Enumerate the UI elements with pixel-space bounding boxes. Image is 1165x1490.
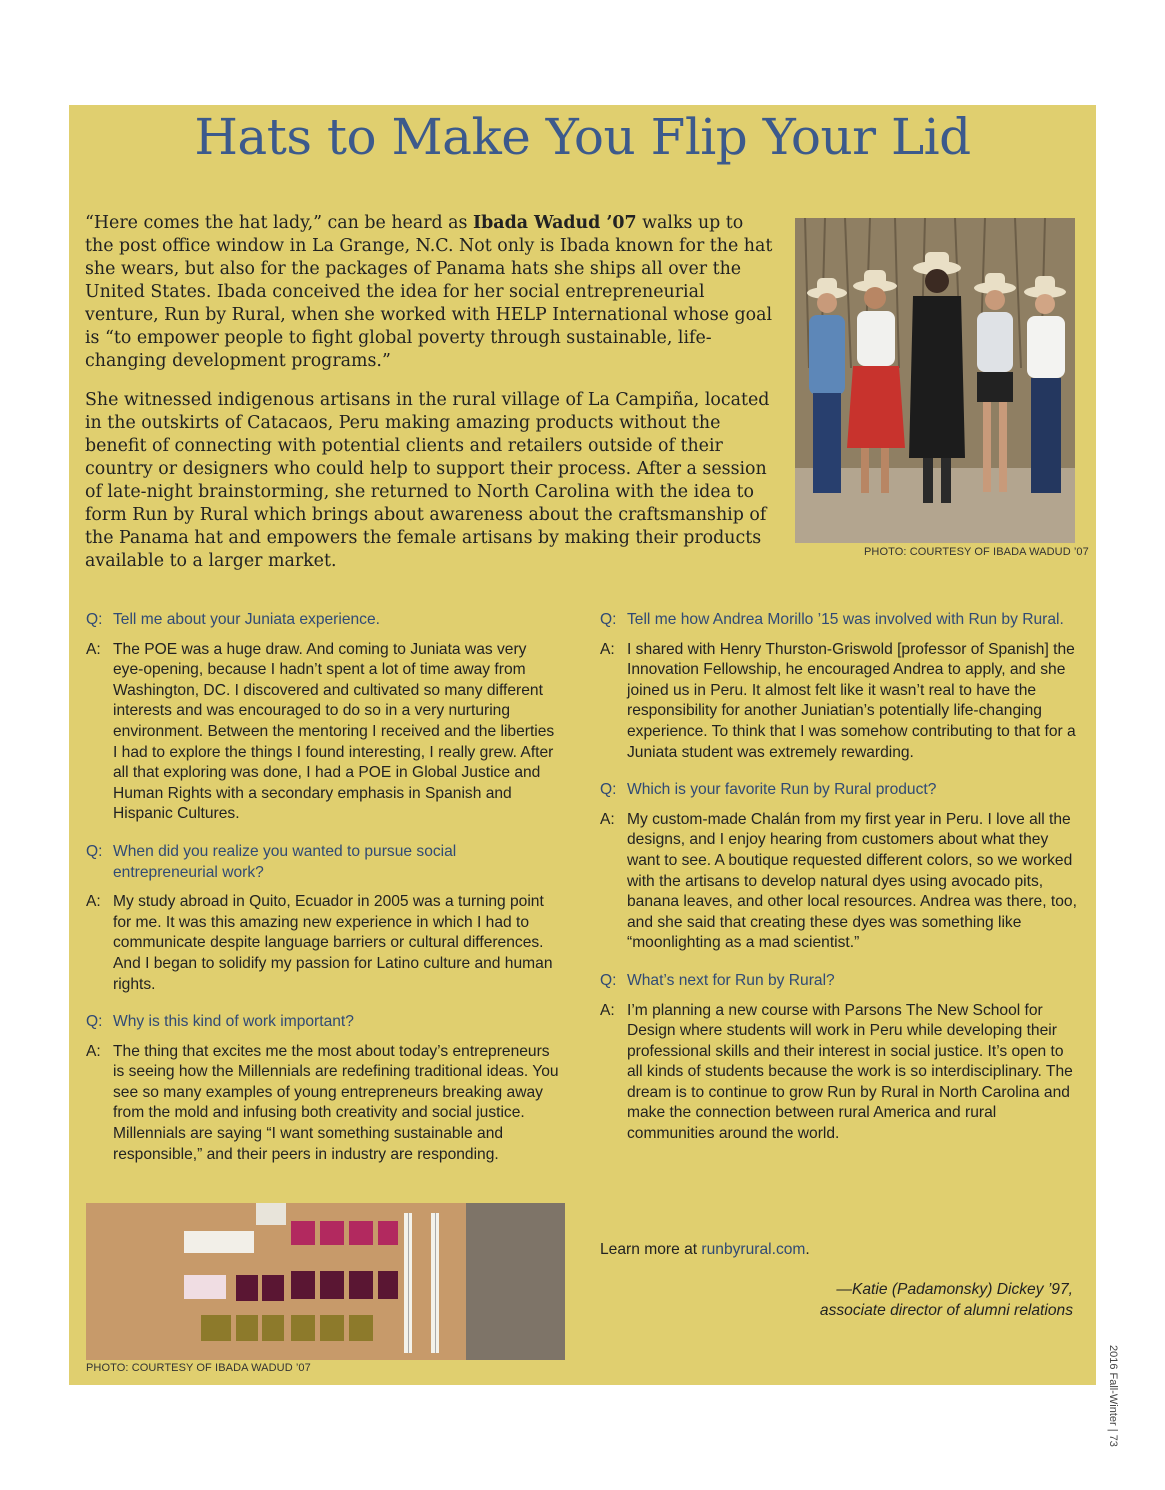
answer-text: I shared with Henry Thurston-Griswold [professor of Spanish] the Innovation Fellowship, he encouraged Andrea to apply, and she joined us in Peru. It almost felt like it wasn’t real to have the responsibility for another Juniatian’s potentially life-changing experience. To think that I was somehow contributing to that for a Juniata student was extremely rewarding. — [627, 640, 1076, 761]
question — [86, 610, 561, 631]
q-label: Q: — [600, 611, 617, 628]
answer-text: My study abroad in Quito, Ecuador in 2005 was a turning point for me. It was this amazing new experience in which I had to communicate despite language barriers or cultural differences. And I began to solidify my passion for Latino culture and human rights. — [113, 893, 553, 993]
question-text: Tell me about your Juniata experience. — [113, 611, 380, 628]
answer — [600, 1001, 1078, 1145]
a-label: A: — [600, 810, 615, 828]
q-label: Q: — [86, 611, 103, 628]
answer-text: The thing that excites me the most about today’s entrepreneurs is seeing how the Millennials are redefining traditional ideas. You see so many examples of young entrepreneurs breaking away from the mold and infusing both creativity and social justice. Millennials are saying “I want something sustainable and responsible,” and their peers in industry are responding. — [113, 1042, 559, 1163]
answer — [86, 892, 561, 995]
q-label: Q: — [86, 1013, 103, 1031]
question-text: What’s next for Run by Rural? — [627, 971, 835, 989]
page-folio — [1102, 1345, 1126, 1455]
answer — [600, 640, 1078, 764]
author-signature — [820, 1279, 1073, 1321]
intro-paragraph-2: She witnessed indigenous artisans in the rural village of La Campiña, located in the outskirts of Catacaos, Peru making amazing products without the benefit of connecting with potential clients and retailers outside of their country or designers who could help to support their process. After a session of late-night brainstorming, she returned to North Carolina with the idea to form Run by Rural which brings about awareness about the craftsmanship of the Panama hat and empowers the female artisans by making their products available to a larger market. — [85, 390, 770, 571]
learn-more-suffix: . — [805, 1241, 810, 1258]
a-label: A: — [86, 640, 101, 658]
author-name: —Katie (Padamonsky) Dickey ’97, — [836, 1281, 1073, 1298]
question — [600, 971, 1078, 992]
question-text: Which is your favorite Run by Rural product? — [627, 781, 937, 799]
website-link[interactable]: runbyrural.com — [701, 1241, 806, 1258]
a-label: A: — [86, 893, 101, 911]
folio-text: 2016 Fall-Winter | 73 — [1107, 1345, 1119, 1447]
question-text: Why is this kind of work important? — [113, 1013, 354, 1031]
q-label: Q: — [600, 781, 617, 799]
subject-name: Ibada Wadud ’07 — [473, 213, 637, 233]
qa-column-right — [600, 610, 1078, 1162]
a-label: A: — [600, 1001, 615, 1019]
question — [86, 1012, 561, 1033]
answer — [86, 640, 561, 825]
q-label: Q: — [600, 971, 617, 989]
question-text: When did you realize you wanted to pursue social entrepreneurial work? — [113, 842, 457, 881]
author-title: associate director of alumni relations — [819, 1302, 1073, 1319]
learn-more — [600, 1241, 810, 1259]
question-text: Tell me how Andrea Morillo ’15 was involved with Run by Rural. — [627, 611, 1064, 628]
answer — [600, 810, 1078, 954]
product-photo — [86, 1203, 565, 1360]
qa-column-left — [86, 610, 561, 1182]
question — [600, 780, 1078, 801]
a-label: A: — [600, 640, 615, 658]
article-title: Hats to Make You Flip Your Lid — [194, 108, 971, 166]
intro-p1-start: “Here comes the hat lady,” can be heard as — [85, 213, 473, 233]
learn-more-prefix: Learn more at — [600, 1241, 702, 1258]
answer-text: I’m planning a new course with Parsons The New School for Design where students will work in Peru while developing their professional skills and their interest in social justice. It’s open to all kinds of students because the work is so interdisciplinary. The dream is to continue to grow Run by Rural in North Carolina and make the connection between rural America and rural communities around the world. — [627, 1001, 1073, 1143]
intro-p1-rest: walks up to the post office window in La Grange, N.C. Not only is Ibada known for the hat she wears, but also for the packages of Panama hats she ships all over the United States. Ibada conceived the idea for her social entrepreneurial venture, Run by Rural, when she worked with HELP International whose goal is “to empower people to fight global poverty through sustainable, life-changing development programs.” — [85, 213, 773, 371]
intro-text — [85, 212, 775, 589]
question — [600, 610, 1078, 631]
group-photo — [795, 218, 1075, 543]
answer — [86, 1042, 561, 1166]
intro-paragraph-1 — [85, 212, 775, 373]
question — [86, 842, 561, 883]
answer-text: My custom-made Chalán from my first year in Peru. I love all the designs, and I enjoy hearing from customers about what they want to see. A boutique requested different colors, so we worked with the artisans to develop natural dyes using avocado pits, banana leaves, and other local resources. Andrea was there, too, and she said that creating these dyes was something like “moonlighting as a mad scientist.” — [627, 810, 1077, 952]
photo-caption-1: PHOTO: COURTESY OF IBADA WADUD ’07 — [864, 546, 1089, 558]
a-label: A: — [86, 1042, 101, 1060]
photo-caption-2: PHOTO: COURTESY OF IBADA WADUD ’07 — [86, 1362, 311, 1374]
q-label: Q: — [86, 842, 103, 860]
answer-text: The POE was a huge draw. And coming to Juniata was very eye-opening, because I hadn’t spent a lot of time away from Washington, DC. I discovered and cultivated so many different interests and was encouraged to do so in a very nurturing environment. Between the mentoring I received and the liberties I had to explore the things I found interesting, I really grew. After all that exploring was done, I had a POE in Global Justice and Human Rights with a secondary emphasis in Spanish and Hispanic Cultures. — [113, 640, 555, 823]
